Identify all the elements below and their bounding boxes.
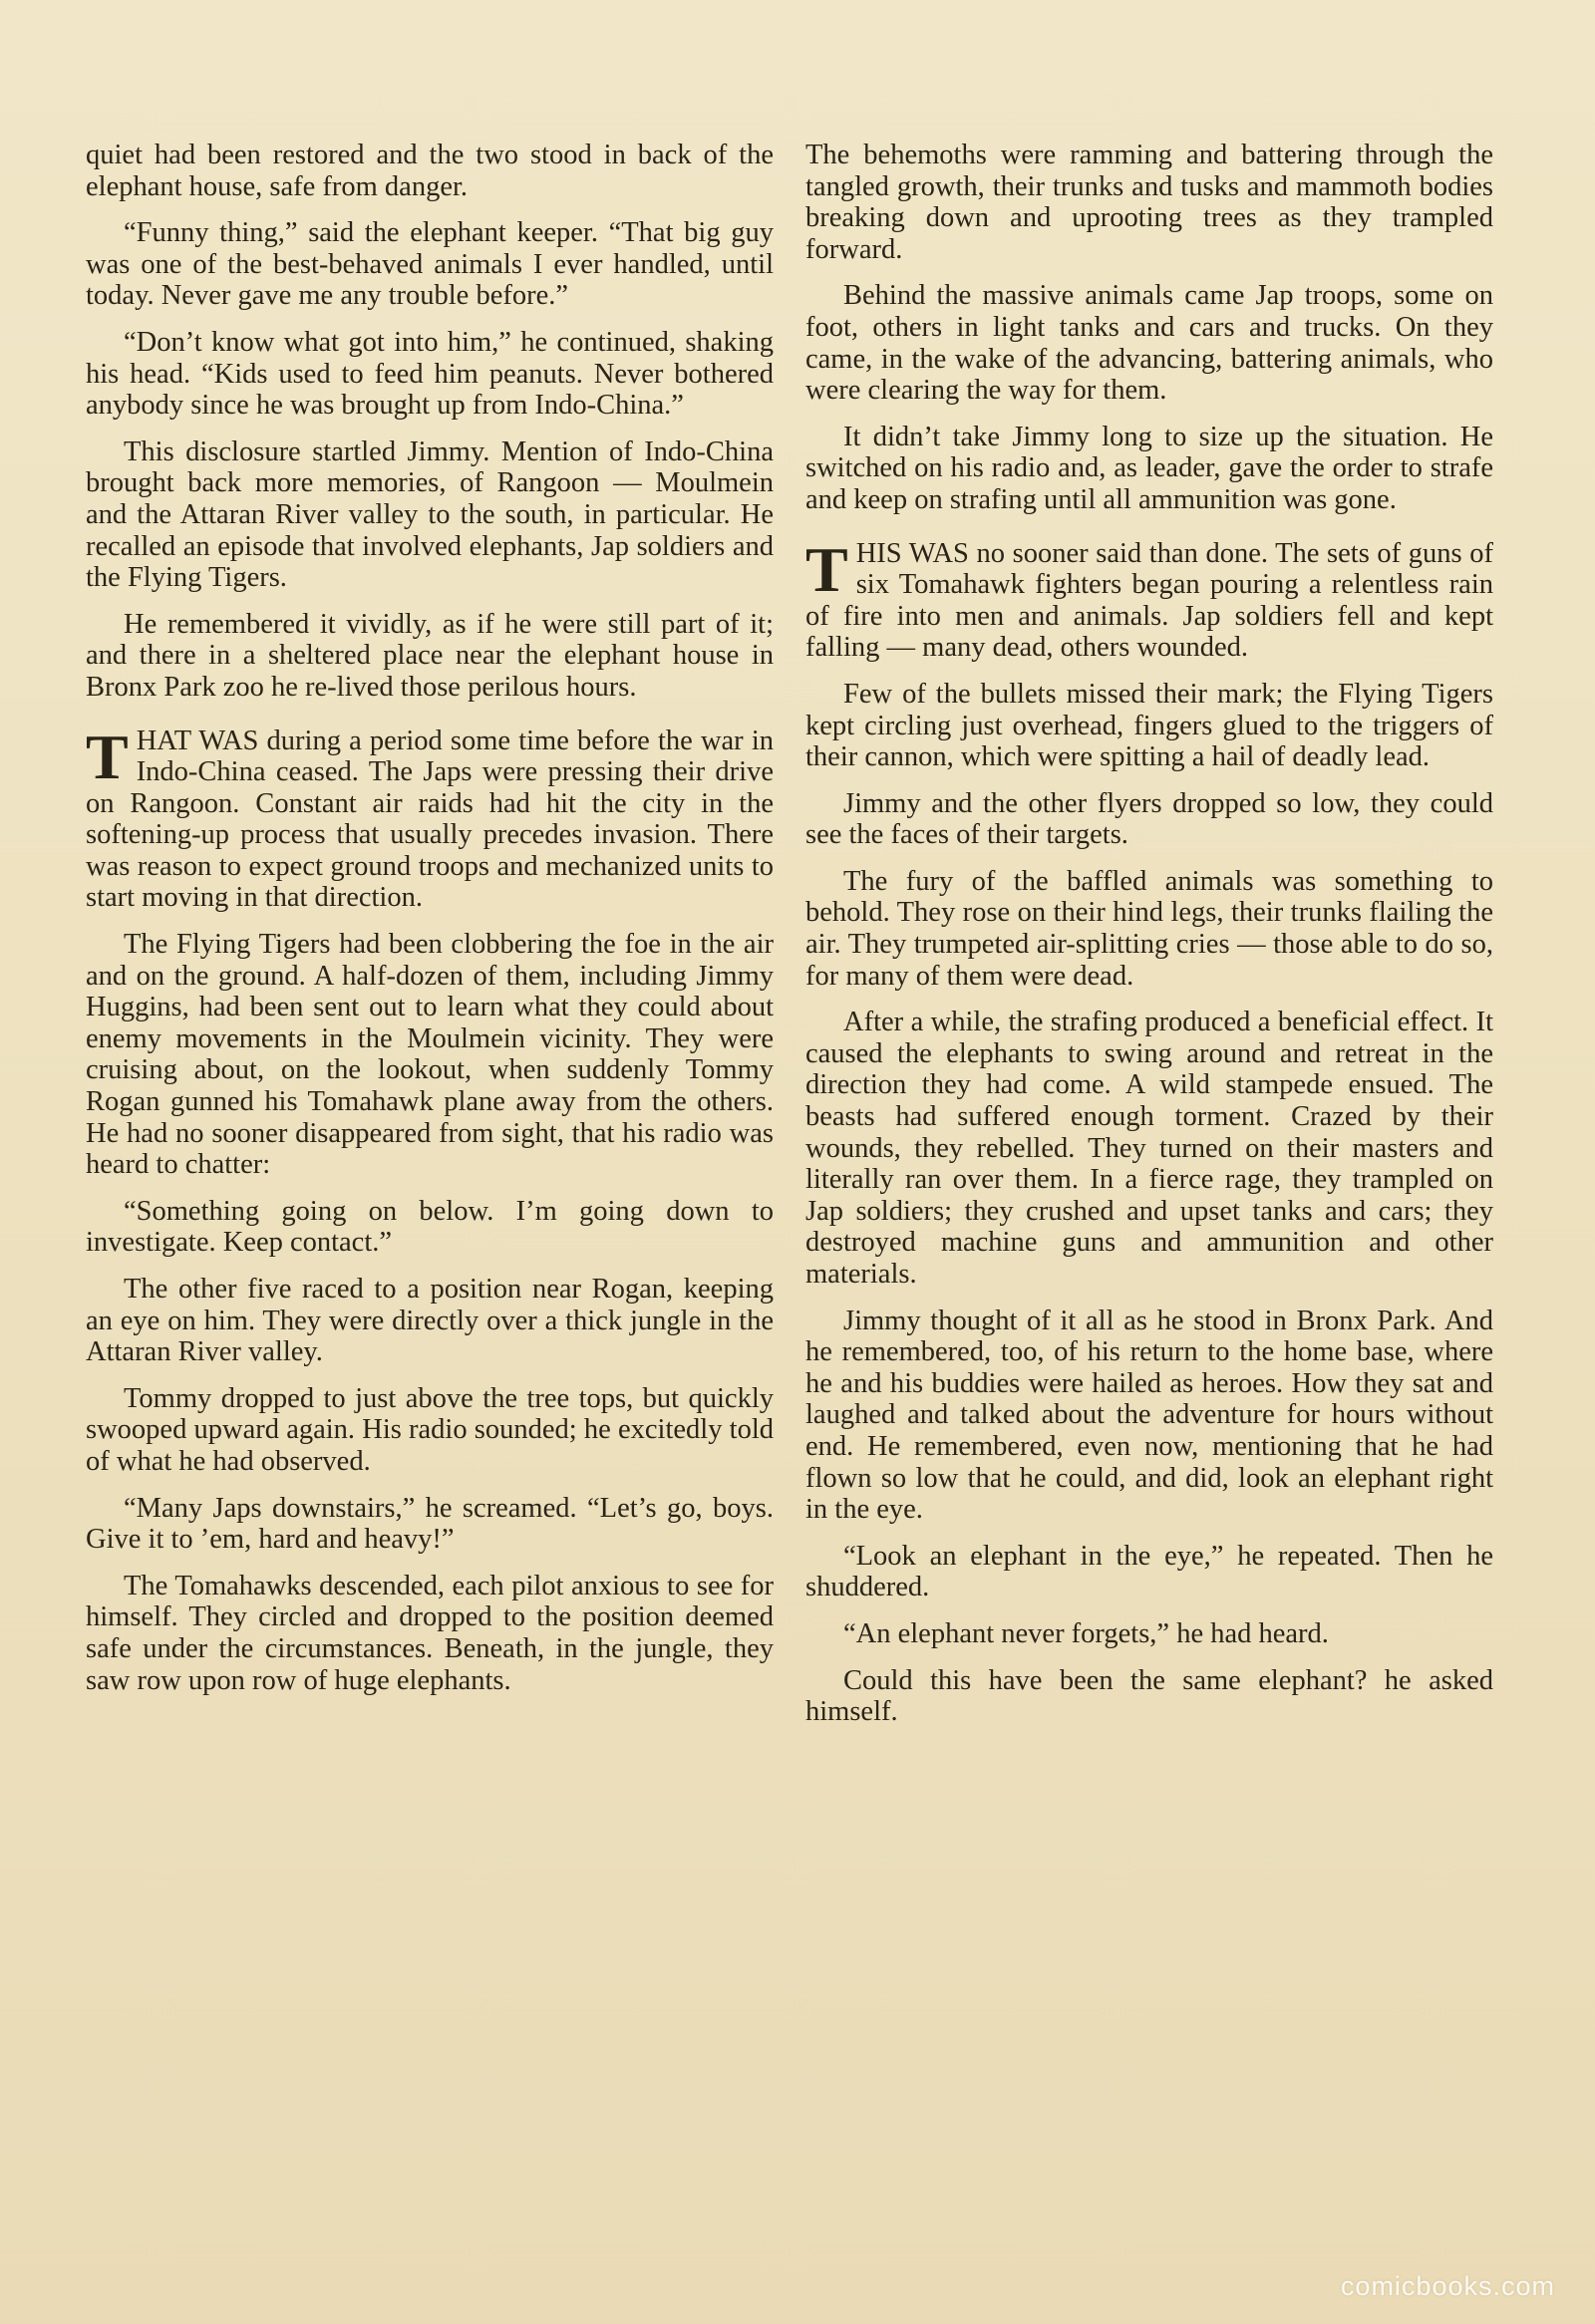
paragraph: He remembered it vividly, as if he were still part of it; and there in a sheltered place near the elephant house in Bronx Park zoo he re-lived those perilous hours.	[86, 608, 774, 703]
text-column-right	[805, 140, 1493, 1743]
paragraph-text: HIS WAS no sooner said than done. The sets of guns of six Tomahawk fighters began pouring a relentless rain of fire into men and animals. Jap soldiers fell and kept falling — many dead, others wounded.	[805, 537, 1493, 664]
paragraph-text: HAT WAS during a period some time before the war in Indo-China ceased. The Japs were pressing their drive on Rangoon. Constant air raids had hit the city in the softening-up process that usually precedes invasion. There was reason to expect ground troops and mechanized units to start moving in that direction.	[86, 725, 774, 914]
paragraph: Could this have been the same elephant? he asked himself.	[805, 1664, 1493, 1728]
section-paragraph	[86, 721, 774, 915]
paragraph: It didn’t take Jimmy long to size up the situation. He switched on his radio and, as leader, gave the order to strafe and keep on strafing until all ammunition was gone.	[805, 421, 1493, 515]
paragraph: The Flying Tigers had been clobbering the foe in the air and on the ground. A half-dozen of them, including Jimmy Huggins, had been sent out to learn what they could about enemy movements in the Moulmein vicinity. They were cruising about, on the lookout, when suddenly Tommy Rogan gunned his Tomahawk plane away from the others. He had no sooner disappeared from sight, that his radio was heard to chatter:	[86, 929, 774, 1181]
paragraph: “Look an elephant in the eye,” he repeated. Then he shuddered.	[805, 1540, 1493, 1603]
paragraph: “An elephant never forgets,” he had heard.	[843, 1617, 1329, 1649]
drop-cap: T	[86, 721, 129, 792]
watermark: comicbooks.com	[1340, 2271, 1555, 2301]
paragraph: Jimmy and the other flyers dropped so low, they could see the faces of their targets.	[805, 787, 1493, 851]
paragraph: “Don’t know what got into him,” he continued, shaking his head. “Kids used to feed him peanuts. Never bothered anybody since he was brought up from Indo-China.”	[86, 326, 774, 422]
paragraph: Tommy dropped to just above the tree tops, but quickly swooped upward again. His radio sounded; he excitedly told of what he had observed.	[86, 1382, 774, 1477]
paragraph: The other five raced to a position near Rogan, keeping an eye on him. They were directly over a thick jungle in the Attaran River valley.	[86, 1274, 774, 1368]
text-column-left	[86, 140, 774, 1711]
paragraph: quiet had been restored and the two stood in back of the elephant house, safe from danger.	[86, 140, 774, 202]
paragraph: The Tomahawks descended, each pilot anxious to see for himself. They circled and dropped to the position deemed safe under the circumstances. Beneath, in the jungle, they saw row upon row of huge elephants.	[86, 1570, 774, 1696]
paragraph: “Funny thing,” said the elephant keeper. “That big guy was one of the best-behaved animals I ever handled, until today. Never gave me any trouble before.”	[86, 217, 774, 312]
paragraph: “Something going on below. I’m going down to investigate. Keep contact.”	[86, 1195, 774, 1259]
paragraph: This disclosure startled Jimmy. Mention of Indo-China brought back more memories, of Rangoon — Moulmein and the Attaran River valley to the south, in particular. He recalled an episode that involved elephants, Jap soldiers and the Flying Tigers.	[86, 436, 774, 594]
drop-cap: T	[805, 533, 848, 605]
paragraph: The behemoths were ramming and battering through the tangled growth, their trunks and tusks and mammoth bodies breaking down and uprooting trees as they trampled forward.	[805, 140, 1493, 265]
paragraph: “Many Japs downstairs,” he screamed. “Let’s go, boys. Give it to ’em, hard and heavy!”	[86, 1492, 774, 1556]
paragraph: Behind the massive animals came Jap troops, some on foot, others in light tanks and cars and trucks. On they came, in the wake of the advancing, battering animals, who were clearing the way for them.	[805, 280, 1493, 407]
section-paragraph	[805, 533, 1493, 664]
paragraph: Jimmy thought of it all as he stood in Bronx Park. And he remembered, too, of his return to the home base, where he and his buddies were hailed as heroes. How they sat and laughed and talked about the adventure for hours without end. He remembered, even now, mentioning that he had flown so low that he could, and did, look an elephant right in the eye.	[805, 1305, 1493, 1526]
paragraph: The fury of the baffled animals was something to behold. They rose on their hind legs, their trunks flailing the air. They trumpeted air-splitting cries — those able to do so, for many of them were dead.	[805, 865, 1493, 992]
paragraph: Few of the bullets missed their mark; the Flying Tigers kept circling just overhead, fingers glued to the triggers of their cannon, which were spitting a hail of deadly lead.	[805, 678, 1493, 773]
paragraph: After a while, the strafing produced a beneficial effect. It caused the elephants to swing around and retreat in the direction they had come. A wild stampede ensued. The beasts had suffered enough torment. Crazed by their wounds, they rebelled. They turned on their masters and literally ran over them. In a fierce rage, they trampled on Jap soldiers; they crushed and upset tanks and cars; they destroyed machine guns and ammunition and other materials.	[805, 1007, 1493, 1290]
